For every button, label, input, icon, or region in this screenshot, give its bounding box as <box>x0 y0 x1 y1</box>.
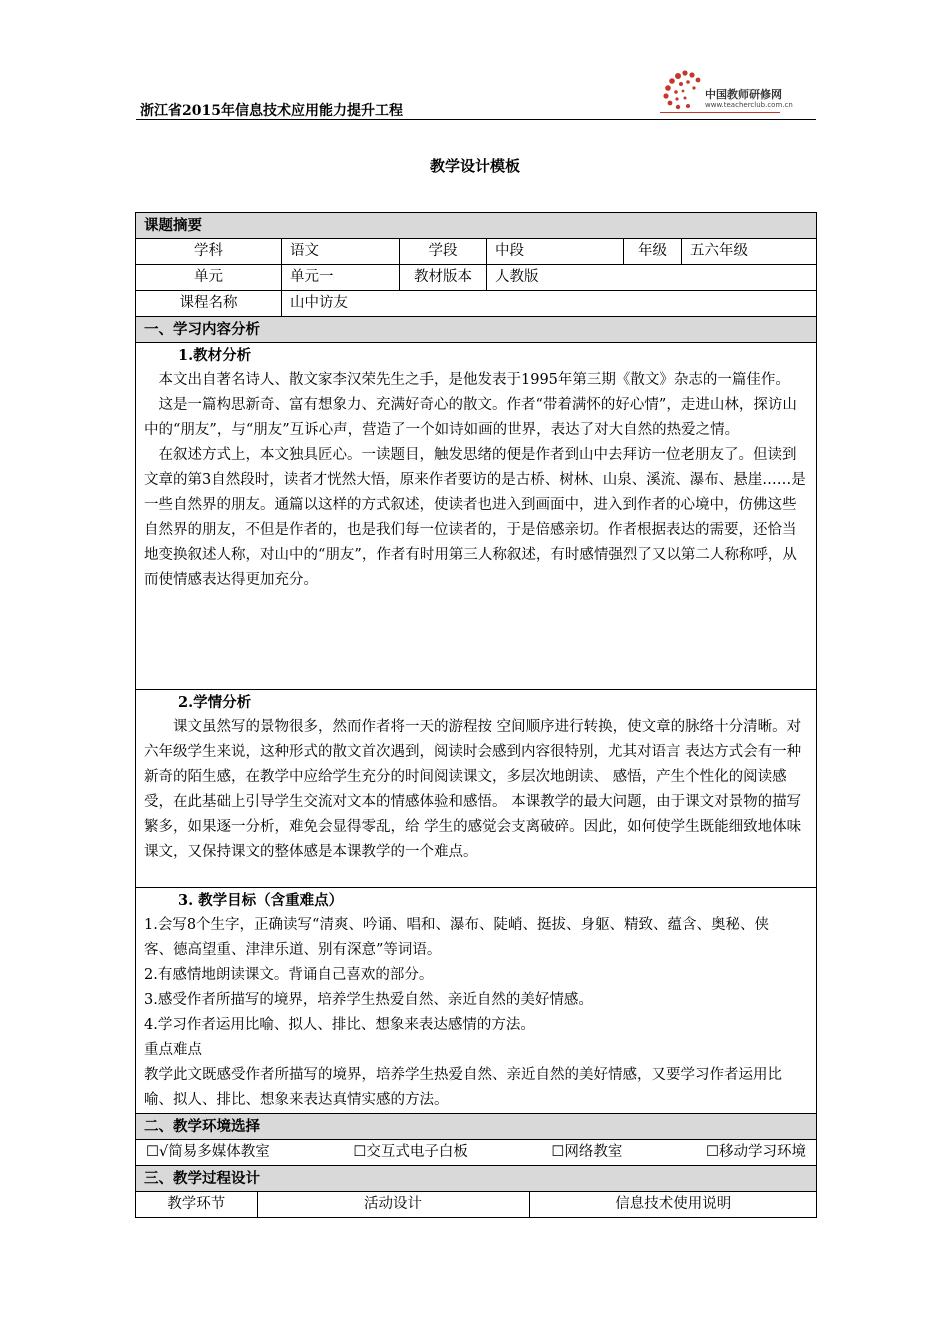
grade-value: 五六年级 <box>682 239 817 265</box>
goals-cell <box>136 888 817 1114</box>
learner-paragraph: 课文虽然写的景物很多，然而作者将一天的游程按 空间顺序进行转换，使文章的脉络十分清晰。对六年级学生来说，这种形式的散文首次遇到，阅读时会感到内容很特别，尤其对语言 表达方式会有一种新奇的陌生感，在教学中应给学生充分的时间阅读课文，多层次地朗读、 感悟，产生个性化的阅读感受，在此基础上引导学生交流对文本的情感体验和感悟。 本课教学的最大问题，由于课文对景物的描写繁多，如果逐一分析，难免会显得零乱，给 学生的感觉会支离破碎。因此，如何使学生既能细致地体味课文，又保持课文的整体感是本课教学的一个难点。 <box>144 719 802 860</box>
grade-label: 年级 <box>624 239 682 265</box>
stage-label: 学段 <box>400 239 487 265</box>
goal-item: 1.会写8个生字，正确读写“清爽、吟诵、唱和、瀑布、陡峭、挺拔、身躯、精致、蕴含、奥秘、侠客、德高望重、津津乐道、别有深意”等词语。 <box>144 917 769 958</box>
learner-analysis-title: 2.学情分析 <box>178 694 252 711</box>
course-value: 山中访友 <box>282 291 817 317</box>
process-col-it-usage: 信息技术使用说明 <box>615 1196 732 1212</box>
process-col-stage: 教学环节 <box>136 1192 257 1217</box>
env-option-multimedia[interactable]: ☐√简易多媒体教室 <box>146 1144 270 1160</box>
material-paragraph: 这是一篇构思新奇、富有想象力、充满好奇心的散文。作者“带着满怀的好心情”，走进山林，探访山中的“朋友”，与“朋友”互诉心声，营造了一个如诗如画的世界，表达了对大自然的热爱之情。 <box>144 397 797 438</box>
env-option-network[interactable]: ☐网络教室 <box>551 1144 623 1160</box>
stage-value: 中段 <box>487 239 624 265</box>
key-points-label: 重点难点 <box>144 1042 202 1058</box>
env-option-mobile[interactable]: ☐移动学习环境 <box>705 1144 806 1160</box>
unit-label: 单元 <box>136 265 282 291</box>
summary-heading: 课题摘要 <box>136 213 817 239</box>
section2-heading: 二、教学环境选择 <box>136 1114 817 1140</box>
section3-heading: 三、教学过程设计 <box>136 1166 817 1192</box>
unit-value: 单元一 <box>282 265 400 291</box>
section1-heading: 一、学习内容分析 <box>136 317 817 343</box>
design-table <box>135 212 817 1218</box>
goal-item: 2.有感情地朗读课文。背诵自己喜欢的部分。 <box>144 967 434 983</box>
process-header-cell <box>136 1192 817 1218</box>
goal-item: 3.感受作者所描写的境界，培养学生热爱自然、亲近自然的美好情感。 <box>144 992 593 1008</box>
goals-title: 3. 教学目标（含重难点） <box>178 892 344 909</box>
project-title: 浙江省2015年信息技术应用能力提升工程 <box>140 103 403 119</box>
document-title: 教学设计模板 <box>429 157 520 175</box>
material-analysis-cell <box>136 343 817 690</box>
process-header-table <box>136 1192 817 1217</box>
process-col-activity: 活动设计 <box>257 1192 529 1217</box>
subject-label: 学科 <box>136 239 282 265</box>
goal-item: 4.学习作者运用比喻、拟人、排比、想象来表达感情的方法。 <box>144 1017 535 1033</box>
edition-label: 教材版本 <box>400 265 487 291</box>
environment-options <box>136 1140 817 1166</box>
logo-url: www.teacherclub.com.cn <box>705 101 793 109</box>
material-analysis-title: 1.教材分析 <box>178 347 252 364</box>
env-option-whiteboard[interactable]: ☐交互式电子白板 <box>353 1144 468 1160</box>
learner-analysis-cell <box>136 690 817 888</box>
course-label: 课程名称 <box>136 291 282 317</box>
edition-value: 人教版 <box>487 265 817 291</box>
key-points-text: 教学此文既感受作者所描写的境界，培养学生热爱自然、亲近自然的美好情感，又要学习作者运用比喻、拟人、排比、想象来表达真情实感的方法。 <box>144 1067 782 1108</box>
logo-text: 中国教师研修网 <box>705 88 782 101</box>
material-paragraph: 本文出自著名诗人、散文家李汉荣先生之手，是他发表于1995年第三期《散文》杂志的一篇佳作。 <box>158 372 790 388</box>
subject-value: 语文 <box>282 239 400 265</box>
header-rule <box>136 119 816 120</box>
material-paragraph: 在叙述方式上，本文独具匠心。一读题目，触发思绪的便是作者到山中去拜访一位老朋友了。但读到文章的第3自然段时，读者才恍然大悟，原来作者要访的是古桥、树林、山泉、溪流、瀑布、悬崖……是一些自然界的朋友。通篇以这样的方式叙述，使读者也进入到画面中，进入到作者的心境中，仿佛这些自然界的朋友，不但是作者的，也是我们每一位读者的，于是倍感亲切。作者根据表达的需要，还恰当地变换叙述人称，对山中的“朋友”，作者有时用第三人称叙述，有时感情强烈了又以第二人称称呼，从而使情感表达得更加充分。 <box>144 447 806 588</box>
